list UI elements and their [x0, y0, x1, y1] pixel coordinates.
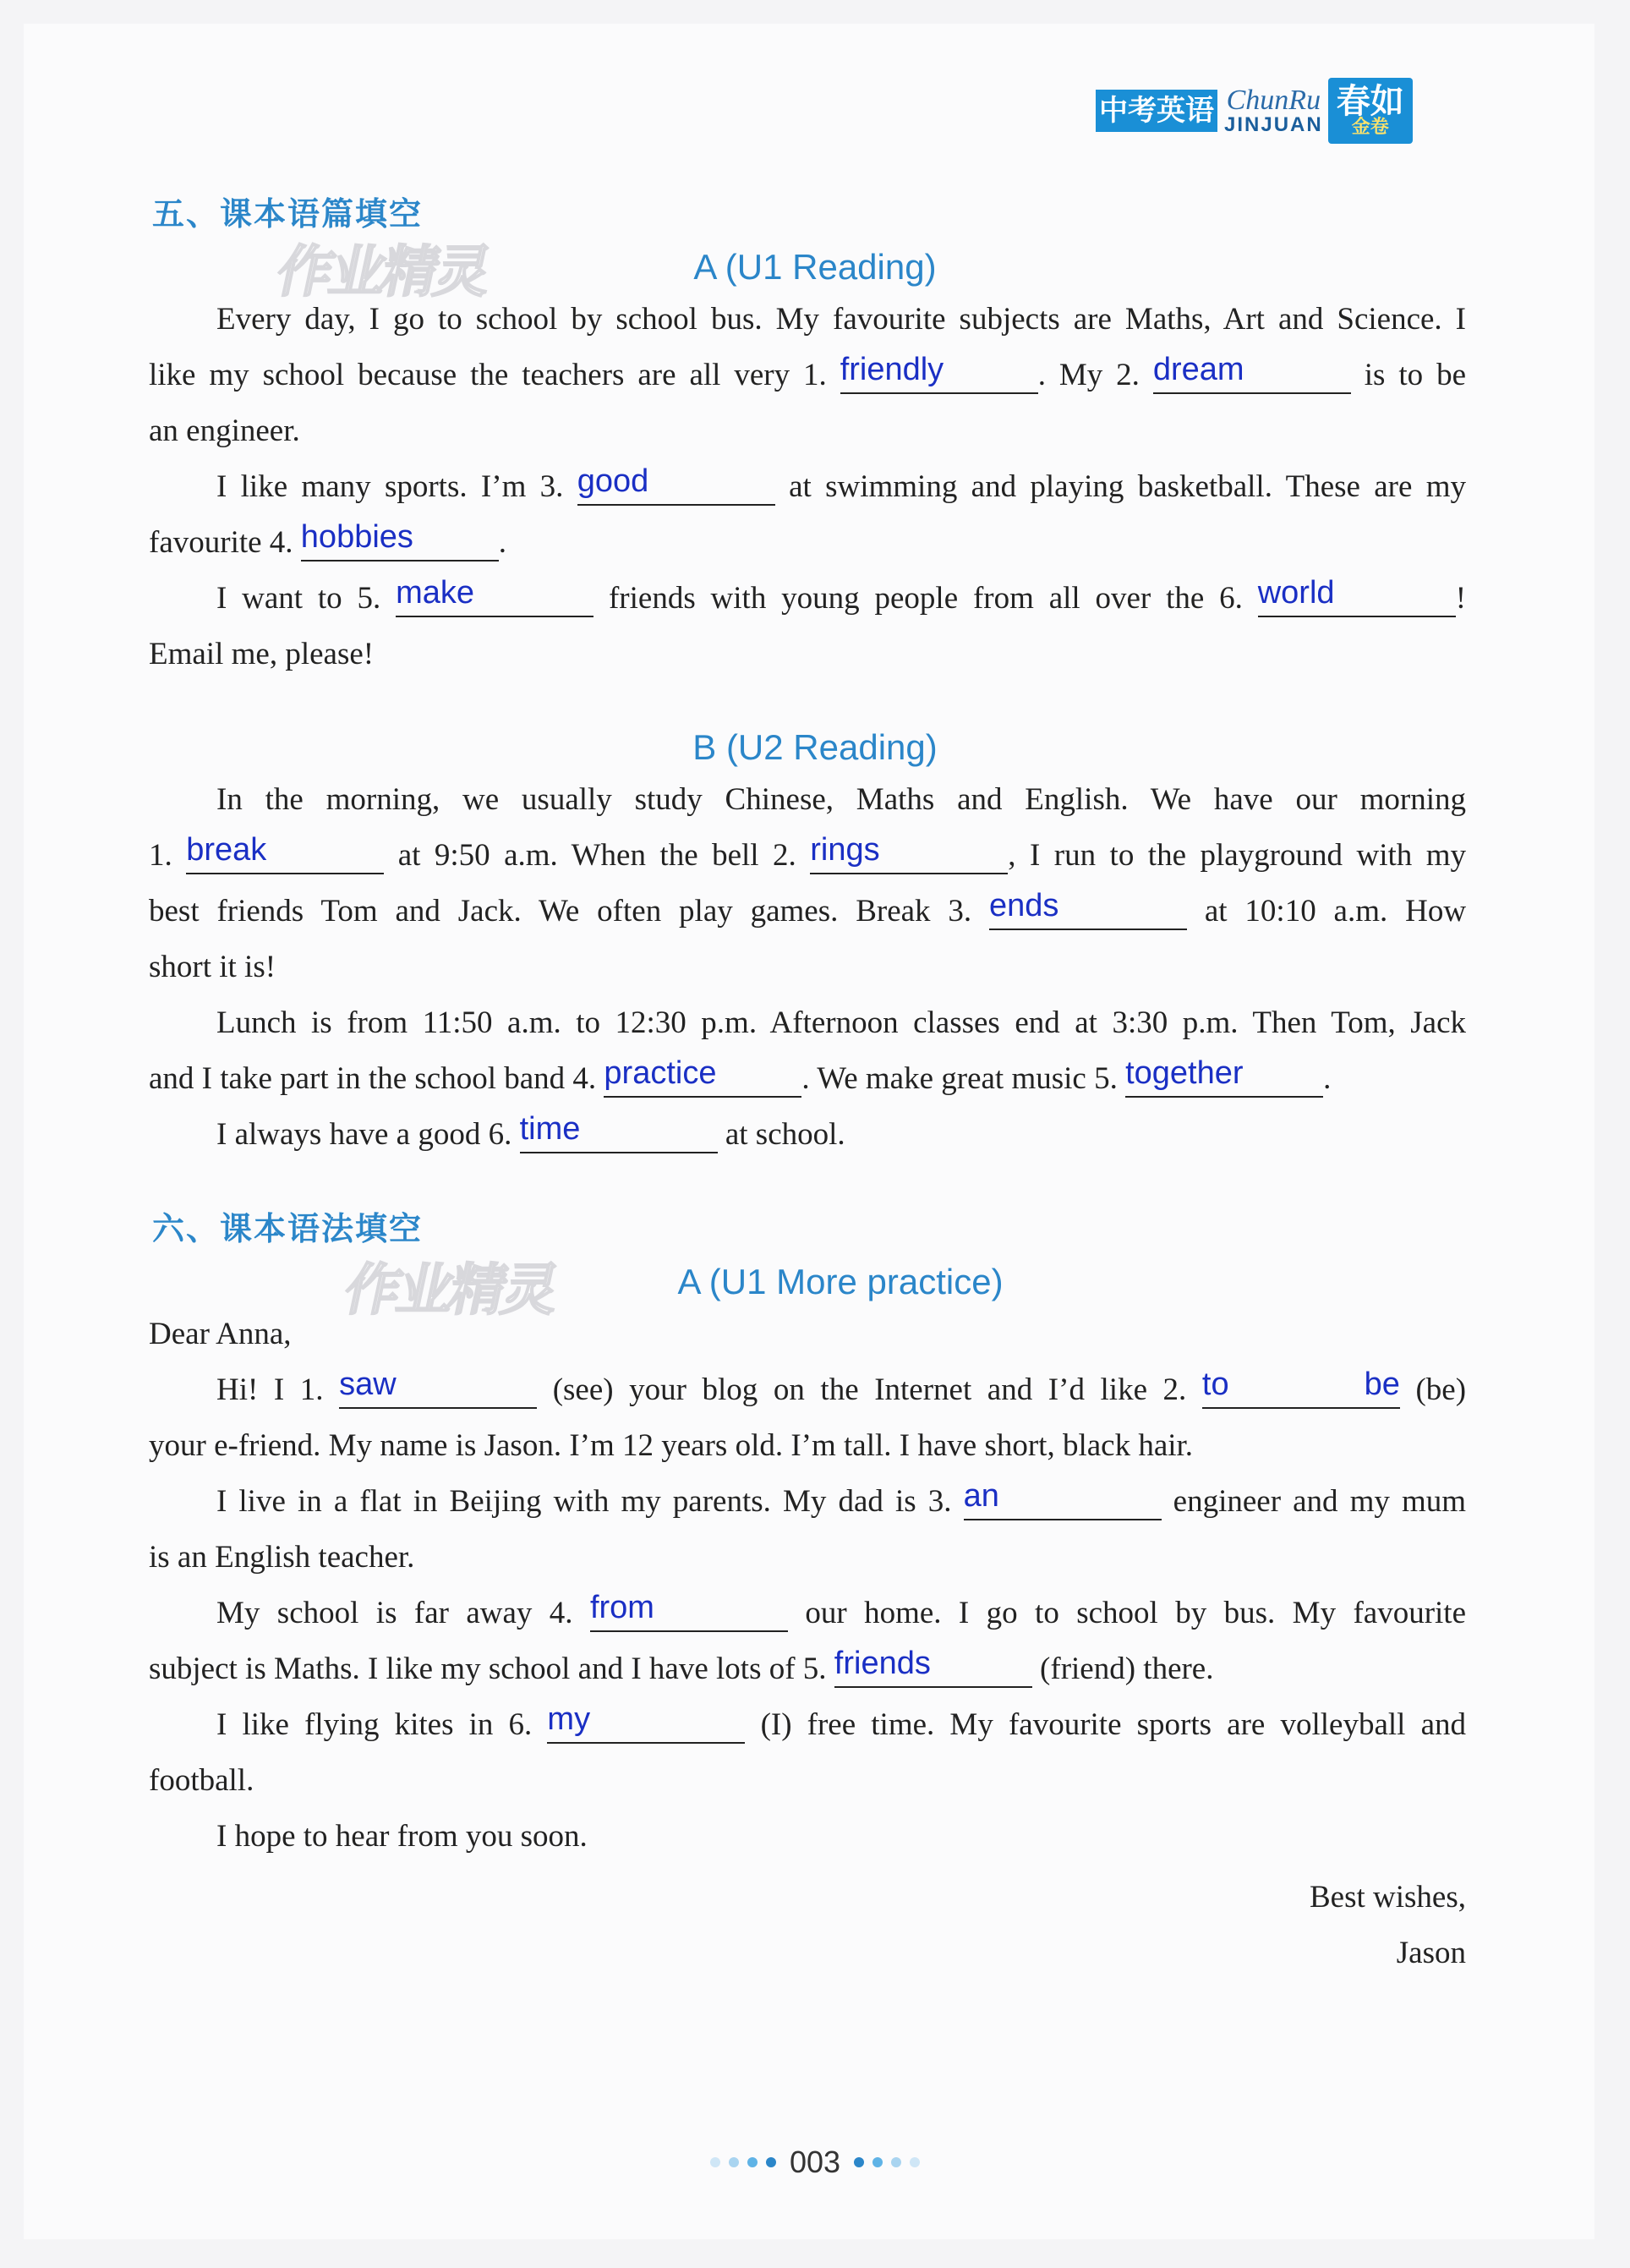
answer: good — [577, 463, 649, 499]
answer: to be — [1201, 1367, 1400, 1402]
s5a-line2 — [149, 352, 1467, 394]
text-fragment: and I take part in the school band 4. — [149, 1061, 597, 1096]
text-fragment: . — [1323, 1061, 1332, 1096]
blank-2 — [810, 832, 1008, 874]
answer: saw — [339, 1367, 397, 1402]
blank-6 — [547, 1701, 745, 1744]
s6a-line1 — [216, 1367, 1467, 1409]
s6a-line3 — [216, 1478, 1467, 1520]
s5a-line6 — [216, 575, 1467, 617]
section6-partA-title: A (U1 More practice) — [677, 1262, 1004, 1301]
watermark-1: 作业精灵 — [271, 239, 495, 304]
s6a-line9: I hope to hear from you soon. — [216, 1819, 588, 1854]
text-fragment: . My 2. — [1037, 358, 1140, 392]
text-fragment: favourite 4. — [149, 525, 293, 560]
text-fragment: at 9:50 a.m. When the bell 2. — [397, 838, 796, 873]
blank-4 — [589, 1590, 788, 1632]
blank-2 — [1201, 1367, 1400, 1409]
footer-dot — [729, 2157, 739, 2167]
s5a-line7: Email me, please! — [149, 637, 375, 671]
blank-1 — [339, 1367, 537, 1409]
footer-dot — [910, 2157, 920, 2167]
text-fragment: I live in a flat in Beijing with my parents. My dad is 3. — [216, 1484, 952, 1519]
text-fragment: engineer and my mum — [1173, 1484, 1467, 1519]
s6a-line2: your e-friend. My name is Jason. I’m 12 years old. I’m tall. I have short, black hair. — [149, 1428, 1194, 1463]
text-fragment: I like many sports. I’m 3. — [216, 469, 564, 504]
text-fragment: (see) your blog on the Internet and I’d like 2. — [552, 1372, 1187, 1407]
section5-partA-title: A (U1 Reading) — [693, 247, 937, 287]
text-fragment: at school. — [725, 1117, 845, 1152]
text-fragment: . — [498, 525, 507, 560]
blank-3 — [989, 888, 1187, 930]
text-fragment: (I) free time. My favourite sports are volleyball and — [760, 1707, 1466, 1742]
blank-1 — [186, 832, 384, 874]
section6-title: 六、课本语法填空 — [152, 1209, 424, 1247]
signoff-name: Jason — [1396, 1936, 1466, 1970]
s6a-line0: Dear Anna, — [149, 1317, 292, 1351]
answer: dream — [1152, 352, 1244, 387]
answer: world — [1257, 575, 1335, 611]
text-fragment: like my school because the teachers are all very 1. — [149, 358, 827, 392]
footer-dot — [766, 2157, 776, 2167]
text-fragment: is to be — [1364, 358, 1467, 392]
blank-5 — [1125, 1055, 1323, 1098]
answer: time — [519, 1111, 581, 1147]
text-fragment: I like flying kites in 6. — [216, 1707, 533, 1742]
page-number: 003 — [789, 2145, 841, 2179]
brand-latin — [1224, 86, 1323, 135]
text-fragment: subject is Maths. I like my school and I have lots of 5. — [149, 1652, 827, 1686]
footer-dot — [747, 2157, 758, 2167]
brand-logo-small: 金卷 — [1351, 117, 1389, 138]
s5a-line5 — [149, 519, 1466, 562]
s5b-line7 — [216, 1111, 1466, 1153]
s5a-line3: an engineer. — [149, 414, 300, 448]
text-fragment: at swimming and playing basketball. These are my — [789, 469, 1467, 504]
answer: practice — [604, 1055, 717, 1091]
answer: together — [1125, 1055, 1244, 1091]
footer-dot — [710, 2157, 720, 2167]
text-fragment: best friends Tom and Jack. We often play games. Break 3. — [149, 894, 972, 929]
blank-3 — [963, 1478, 1162, 1520]
text-fragment: . We make great music 5. — [801, 1061, 1118, 1096]
footer-dot — [854, 2157, 864, 2167]
footer-dot — [891, 2157, 901, 2167]
answer: friendly — [840, 352, 944, 387]
blank-5 — [396, 575, 593, 617]
s6a-line7 — [216, 1701, 1466, 1744]
answer: my — [547, 1701, 591, 1737]
blank-6 — [519, 1111, 718, 1153]
section5-partB-title: B (U2 Reading) — [692, 727, 938, 767]
s5b-line1: In the morning, we usually study Chinese, Maths and English. We have our morning — [216, 782, 1466, 817]
section5-title: 五、课本语篇填空 — [152, 194, 424, 233]
brand-latin-top: ChunRu — [1226, 85, 1321, 116]
blank-2 — [1152, 352, 1351, 394]
answer: friends — [834, 1646, 931, 1681]
s5b-line3 — [149, 888, 1467, 930]
s5b-line6 — [149, 1055, 1466, 1098]
answer: rings — [810, 832, 880, 868]
s5b-line5: Lunch is from 11:50 a.m. to 12:30 p.m. Afternoon classes end at 3:30 p.m. Then Tom, Jack — [216, 1005, 1466, 1040]
s5b-line2 — [149, 832, 1466, 874]
footer-dot — [872, 2157, 883, 2167]
text-fragment: at 10:10 a.m. How — [1204, 894, 1467, 929]
text-fragment: (friend) there. — [1040, 1652, 1214, 1686]
text-fragment: , I run to the playground with my — [1008, 838, 1466, 873]
s6a-line6 — [149, 1646, 1466, 1688]
text-fragment: (be) — [1415, 1372, 1467, 1407]
brand-cn-title: 中考英语 — [1096, 90, 1217, 132]
brand-header — [1096, 81, 1413, 140]
signoff-best-wishes: Best wishes, — [1310, 1880, 1466, 1915]
page-footer — [0, 2145, 1630, 2180]
s6a-line8: football. — [149, 1763, 254, 1798]
answer: make — [396, 575, 475, 611]
text-fragment: My school is far away 4. — [216, 1596, 573, 1630]
s6a-line5 — [216, 1590, 1467, 1632]
answer: an — [963, 1478, 999, 1514]
s5b-line4: short it is! — [149, 950, 276, 984]
s6a-line4: is an English teacher. — [149, 1540, 415, 1575]
answer: ends — [989, 888, 1059, 923]
blank-4 — [604, 1055, 801, 1098]
answer: from — [589, 1590, 654, 1625]
text-fragment: I always have a good 6. — [216, 1117, 512, 1152]
text-fragment: friends with young people from all over the 6. — [608, 581, 1243, 616]
answer: break — [186, 832, 267, 868]
blank-3 — [577, 463, 775, 506]
text-fragment: 1. — [149, 838, 172, 873]
brand-logo-big: 春如 — [1336, 82, 1404, 121]
s5a-line1: Every day, I go to school by school bus. My favourite subjects are Maths, Art and Science. I — [216, 302, 1466, 337]
text-fragment: Hi! I 1. — [216, 1372, 324, 1407]
text-fragment: ! — [1455, 581, 1467, 616]
brand-latin-bottom: JINJUAN — [1224, 113, 1323, 136]
text-fragment: I want to 5. — [216, 581, 381, 616]
brand-logo — [1328, 78, 1413, 144]
blank-5 — [834, 1646, 1032, 1688]
text-fragment: our home. I go to school by bus. My favourite — [805, 1596, 1467, 1630]
answer: hobbies — [300, 519, 413, 555]
watermark-2: 作业精灵 — [338, 1257, 562, 1323]
blank-6 — [1257, 575, 1456, 617]
s5a-line4 — [216, 463, 1467, 506]
blank-1 — [840, 352, 1038, 394]
blank-4 — [300, 519, 499, 562]
